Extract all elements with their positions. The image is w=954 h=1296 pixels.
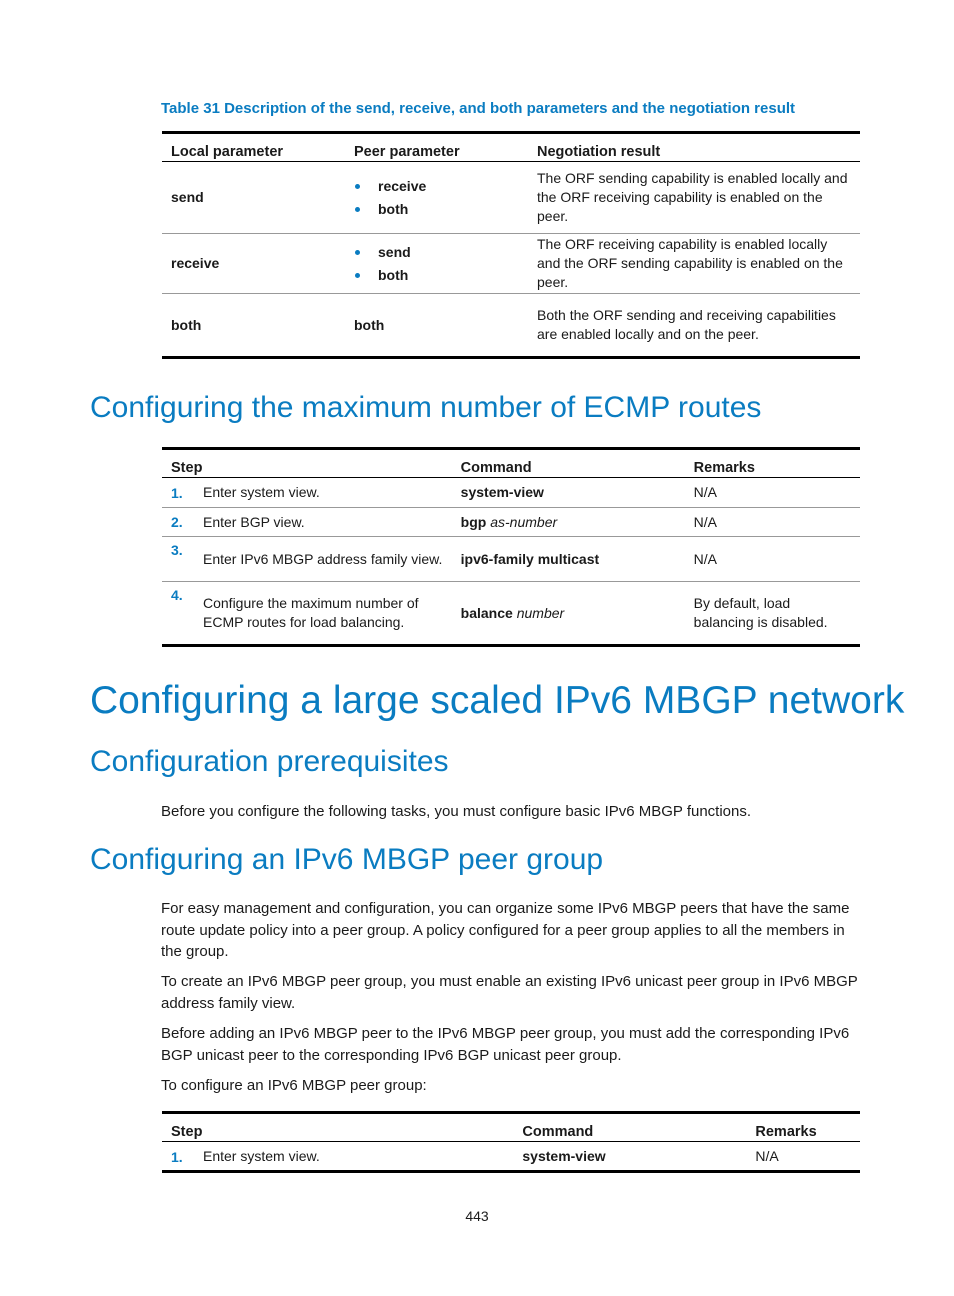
command-cell: [452, 508, 685, 537]
peer-group-steps-table: [162, 1111, 860, 1173]
command-keyword: ipv6-family multicast: [460, 550, 600, 567]
command-cell: [452, 537, 685, 582]
table-row: [162, 162, 860, 234]
step-number: 1.: [171, 1149, 183, 1165]
column-header: Step: [171, 1124, 203, 1140]
remarks-cell: N/A: [755, 1147, 779, 1164]
table-header-row: [162, 133, 860, 162]
local-parameter: both: [171, 316, 202, 333]
page-number: 443: [465, 1208, 489, 1224]
step-description: Enter system view.: [203, 1147, 320, 1164]
column-header: Step: [171, 460, 203, 476]
list-item: both: [354, 264, 528, 287]
list-item: receive: [354, 175, 528, 198]
ecmp-steps-table: [162, 447, 860, 647]
table-caption: Table 31 Description of the send, receive, and both parameters and the negotiation result: [161, 100, 796, 117]
peer-parameter: both: [354, 316, 385, 333]
negotiation-result: The ORF receiving capability is enabled locally and the ORF sending capability is enabled on the peer.: [537, 236, 843, 290]
remarks-cell: N/A: [693, 550, 718, 567]
peer-parameter: [345, 234, 528, 294]
list-item: send: [354, 241, 528, 264]
list-item: both: [354, 198, 528, 221]
negotiation-table: [162, 131, 860, 359]
section-heading-prerequisites: Configuration prerequisites: [90, 745, 449, 778]
chapter-title: Configuring a large scaled IPv6 MBGP network: [90, 679, 905, 722]
step-description: Enter IPv6 MBGP address family view.: [203, 550, 443, 567]
column-header: Command: [460, 460, 532, 476]
table-row: [162, 234, 860, 294]
column-header: Negotiation result: [537, 144, 661, 160]
step-number: 3.: [171, 542, 183, 558]
table-row: [162, 582, 860, 646]
command-keyword: system-view: [460, 484, 544, 500]
step-number: 4.: [171, 587, 183, 603]
command-keyword: bgp: [460, 513, 487, 530]
paragraph: For easy management and configuration, you can organize some IPv6 MBGP peers that have the same route update policy into a peer group. A policy configured for a peer group applies to all the members in the group.: [161, 900, 850, 960]
command-keyword: balance: [460, 604, 513, 621]
section-heading-ecmp: Configuring the maximum number of ECMP routes: [90, 391, 762, 424]
step-description: Enter system view.: [203, 484, 320, 500]
local-parameter: receive: [171, 255, 220, 271]
column-header: Peer parameter: [354, 144, 460, 160]
table-row: [162, 508, 860, 537]
table-row: [162, 294, 860, 358]
command-cell: [452, 478, 685, 508]
column-header: Command: [522, 1124, 594, 1140]
negotiation-result: The ORF sending capability is enabled locally and the ORF receiving capability is enabled on the peer.: [537, 170, 848, 224]
step-number: 2.: [171, 514, 183, 530]
column-header: Remarks: [755, 1124, 817, 1140]
paragraph: To create an IPv6 MBGP peer group, you must enable an existing IPv6 unicast peer group in IPv6 MBGP address family view.: [161, 973, 858, 1012]
paragraph: To configure an IPv6 MBGP peer group:: [161, 1077, 427, 1094]
table-header-row: [162, 1113, 860, 1142]
remarks-cell: N/A: [693, 513, 718, 530]
remarks-cell: N/A: [693, 484, 718, 500]
table-row: [162, 537, 860, 582]
remarks-cell: By default, load balancing is disabled.: [693, 595, 828, 630]
command-cell: [513, 1142, 746, 1172]
table-row: [162, 1142, 860, 1172]
peer-parameter: [345, 162, 528, 234]
negotiation-result: Both the ORF sending and receiving capabilities are enabled locally and on the peer.: [537, 307, 836, 342]
local-parameter: send: [171, 189, 204, 205]
command-keyword: system-view: [522, 1147, 606, 1164]
paragraph: Before you configure the following tasks, you must configure basic IPv6 MBGP functions.: [161, 803, 752, 820]
command-cell: [452, 582, 685, 646]
step-description: Configure the maximum number of ECMP routes for load balancing.: [203, 595, 419, 630]
column-header: Local parameter: [171, 144, 284, 160]
section-heading-peer-group: Configuring an IPv6 MBGP peer group: [90, 843, 604, 876]
command-argument: as-number: [490, 513, 558, 530]
step-number: 1.: [171, 485, 183, 501]
step-description: Enter BGP view.: [203, 513, 305, 530]
command-argument: number: [516, 604, 565, 621]
table-row: [162, 478, 860, 508]
column-header: Remarks: [693, 460, 755, 476]
paragraph: Before adding an IPv6 MBGP peer to the IPv6 MBGP peer group, you must add the corresponding IPv6 BGP unicast peer to the corresponding IPv6 BGP unicast peer group.: [161, 1025, 850, 1064]
table-header-row: [162, 449, 860, 478]
